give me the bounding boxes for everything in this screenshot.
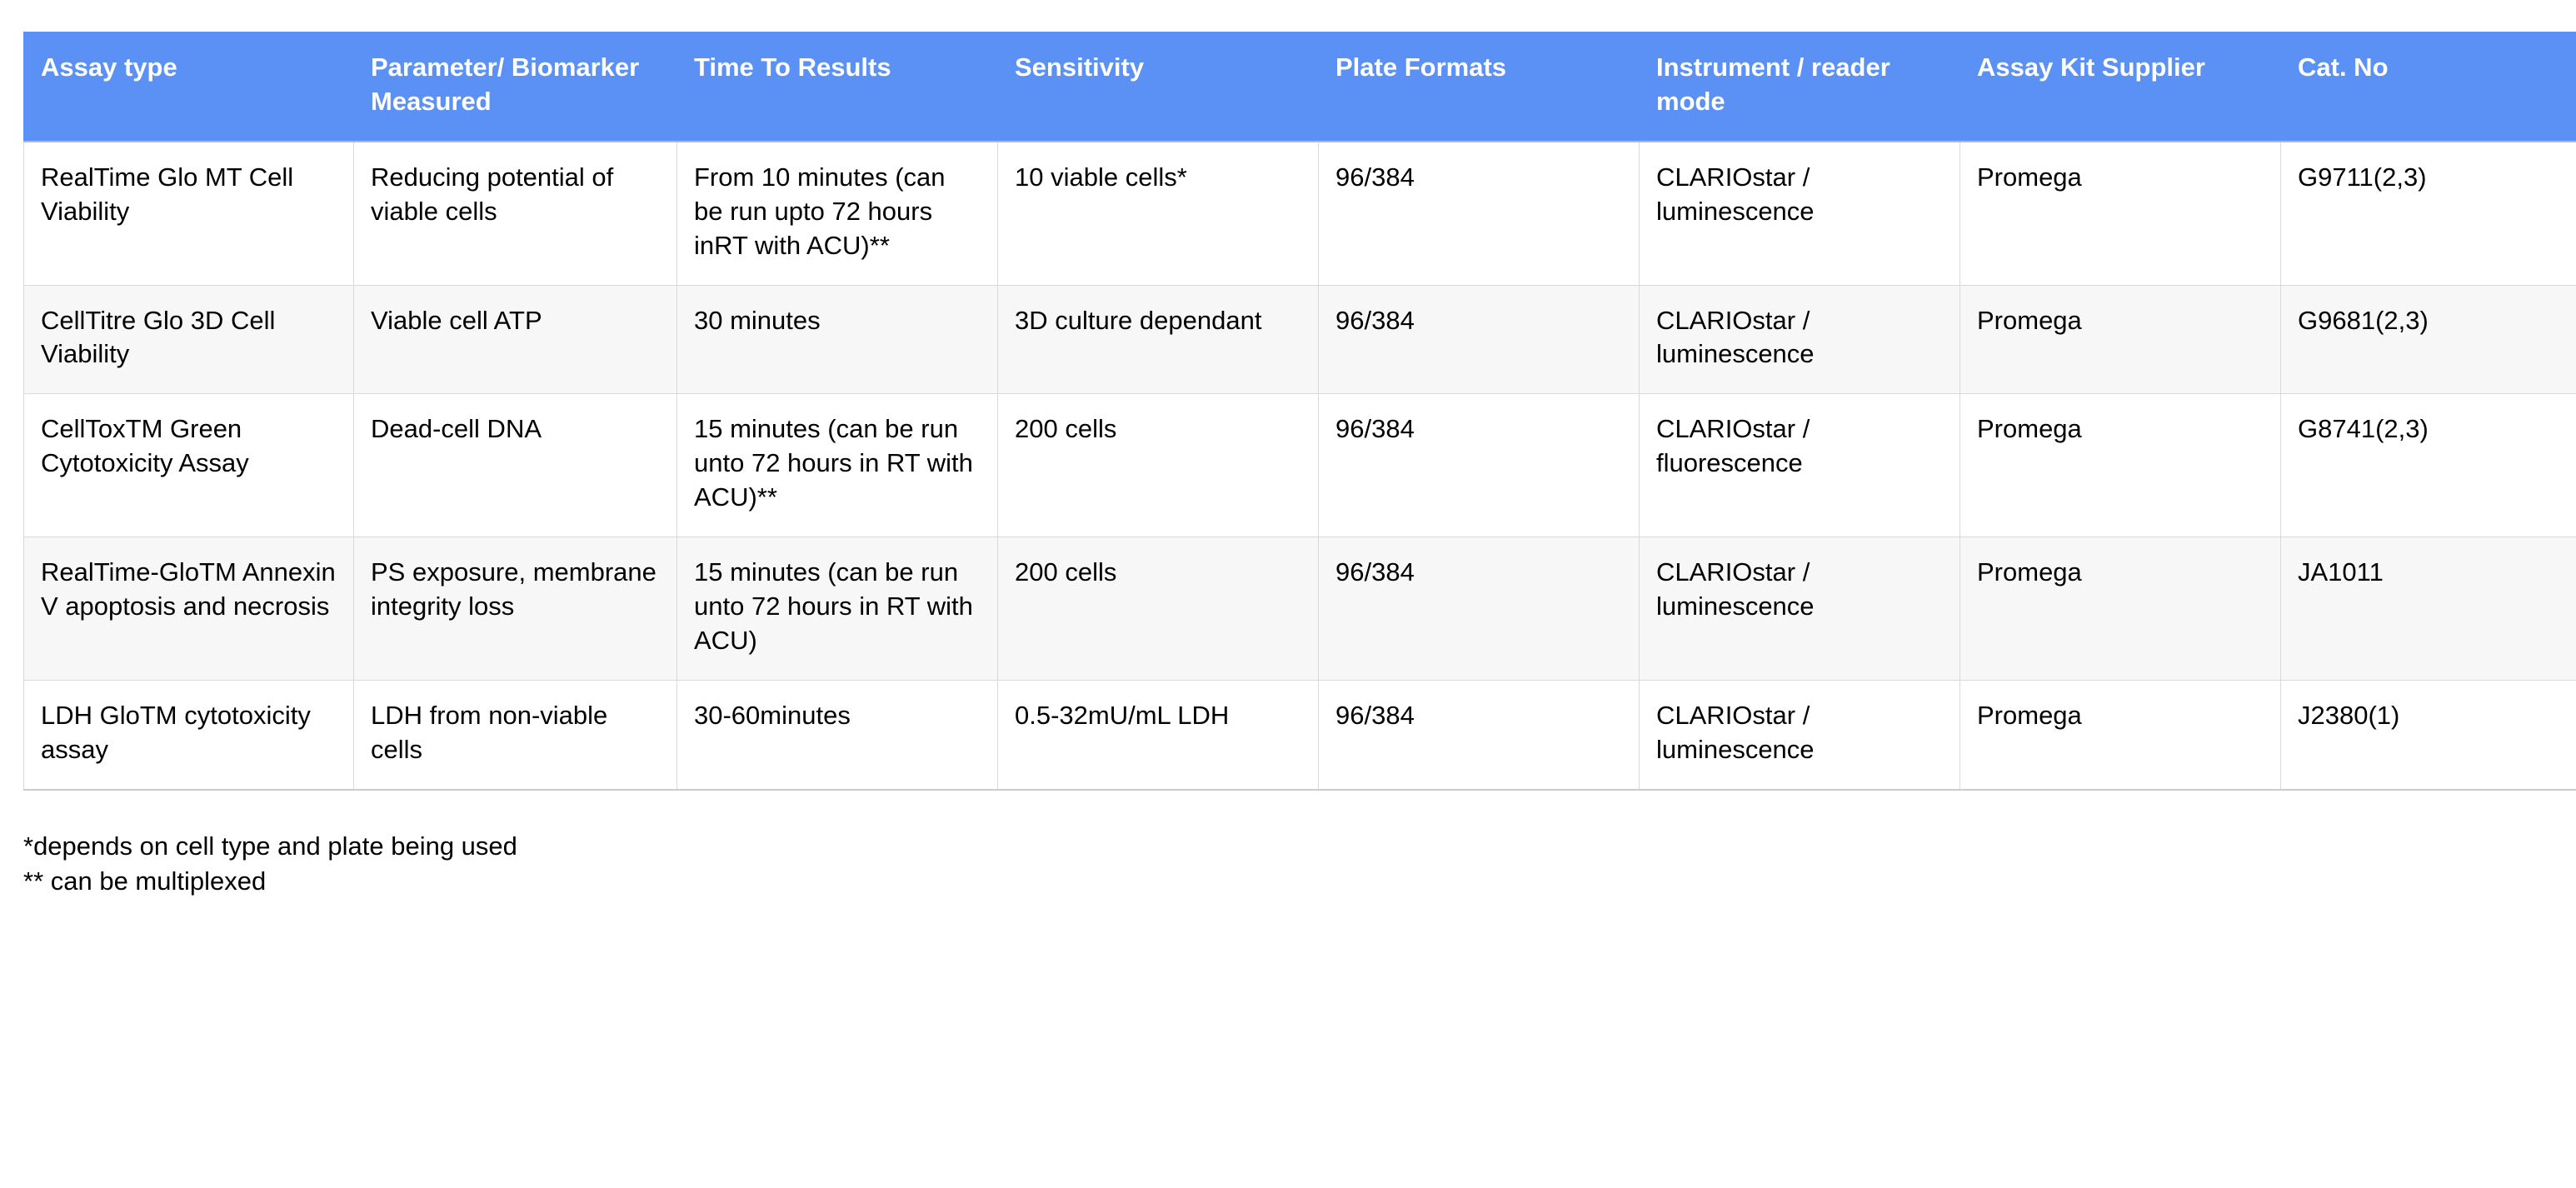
cell-time-to-results: 15 minutes (can be run unto 72 hours in RT with ACU) bbox=[677, 537, 998, 681]
cell-instrument: CLARIOstar / luminescence bbox=[1640, 285, 1960, 394]
cell-cat-no: G9711(2,3) bbox=[2281, 142, 2576, 285]
cell-sensitivity: 0.5-32mU/mL LDH bbox=[998, 680, 1319, 789]
cell-parameter: PS exposure, membrane integrity loss bbox=[354, 537, 677, 681]
table-row bbox=[24, 537, 2576, 681]
column-header-assay-type: Assay type bbox=[24, 32, 354, 142]
cell-parameter: Dead-cell DNA bbox=[354, 394, 677, 537]
cell-cat-no: G9681(2,3) bbox=[2281, 285, 2576, 394]
table-row bbox=[24, 285, 2576, 394]
footnote-asterisk: *depends on cell type and plate being used bbox=[23, 831, 517, 861]
column-header-instrument: Instrument / reader mode bbox=[1640, 32, 1960, 142]
cell-sensitivity: 10 viable cells* bbox=[998, 142, 1319, 285]
column-header-plate-formats: Plate Formats bbox=[1319, 32, 1640, 142]
cell-supplier: Promega bbox=[1960, 142, 2281, 285]
cell-assay-type: RealTime-GloTM Annexin V apoptosis and necrosis bbox=[24, 537, 354, 681]
cell-plate-formats: 96/384 bbox=[1319, 285, 1640, 394]
table-header bbox=[24, 32, 2576, 142]
cell-parameter: Reducing potential of viable cells bbox=[354, 142, 677, 285]
cell-supplier: Promega bbox=[1960, 285, 2281, 394]
cell-plate-formats: 96/384 bbox=[1319, 142, 1640, 285]
cell-plate-formats: 96/384 bbox=[1319, 394, 1640, 537]
cell-time-to-results: 15 minutes (can be run unto 72 hours in RT with ACU)** bbox=[677, 394, 998, 537]
cell-cat-no: G8741(2,3) bbox=[2281, 394, 2576, 537]
table-row bbox=[24, 680, 2576, 789]
cell-instrument: CLARIOstar / luminescence bbox=[1640, 142, 1960, 285]
cell-cat-no: JA1011 bbox=[2281, 537, 2576, 681]
cell-assay-type: CellTitre Glo 3D Cell Viability bbox=[24, 285, 354, 394]
cell-cat-no: J2380(1) bbox=[2281, 680, 2576, 789]
column-header-parameter: Parameter/ Biomarker Measured bbox=[354, 32, 677, 142]
cell-assay-type: LDH GloTM cytotoxicity assay bbox=[24, 680, 354, 789]
assay-comparison-table bbox=[23, 32, 2576, 791]
footnote-double-asterisk: ** can be multiplexed bbox=[23, 866, 267, 896]
cell-assay-type: CellToxTM Green Cytotoxicity Assay bbox=[24, 394, 354, 537]
column-header-time-to-results: Time To Results bbox=[677, 32, 998, 142]
column-header-sensitivity: Sensitivity bbox=[998, 32, 1319, 142]
cell-parameter: Viable cell ATP bbox=[354, 285, 677, 394]
cell-time-to-results: From 10 minutes (can be run upto 72 hours inRT with ACU)** bbox=[677, 142, 998, 285]
table-row bbox=[24, 142, 2576, 285]
cell-plate-formats: 96/384 bbox=[1319, 537, 1640, 681]
cell-sensitivity: 200 cells bbox=[998, 394, 1319, 537]
cell-assay-type: RealTime Glo MT Cell Viability bbox=[24, 142, 354, 285]
cell-sensitivity: 200 cells bbox=[998, 537, 1319, 681]
cell-parameter: LDH from non-viable cells bbox=[354, 680, 677, 789]
cell-supplier: Promega bbox=[1960, 537, 2281, 681]
cell-sensitivity: 3D culture dependant bbox=[998, 285, 1319, 394]
table-body bbox=[24, 142, 2576, 790]
column-header-cat-no: Cat. No bbox=[2281, 32, 2576, 142]
cell-instrument: CLARIOstar / fluorescence bbox=[1640, 394, 1960, 537]
column-header-supplier: Assay Kit Supplier bbox=[1960, 32, 2281, 142]
cell-instrument: CLARIOstar / luminescence bbox=[1640, 680, 1960, 789]
cell-time-to-results: 30 minutes bbox=[677, 285, 998, 394]
cell-supplier: Promega bbox=[1960, 680, 2281, 789]
cell-supplier: Promega bbox=[1960, 394, 2281, 537]
cell-time-to-results: 30-60minutes bbox=[677, 680, 998, 789]
table-row bbox=[24, 394, 2576, 537]
cell-plate-formats: 96/384 bbox=[1319, 680, 1640, 789]
cell-instrument: CLARIOstar / luminescence bbox=[1640, 537, 1960, 681]
table-header-row bbox=[24, 32, 2576, 142]
footnotes bbox=[23, 829, 2526, 901]
